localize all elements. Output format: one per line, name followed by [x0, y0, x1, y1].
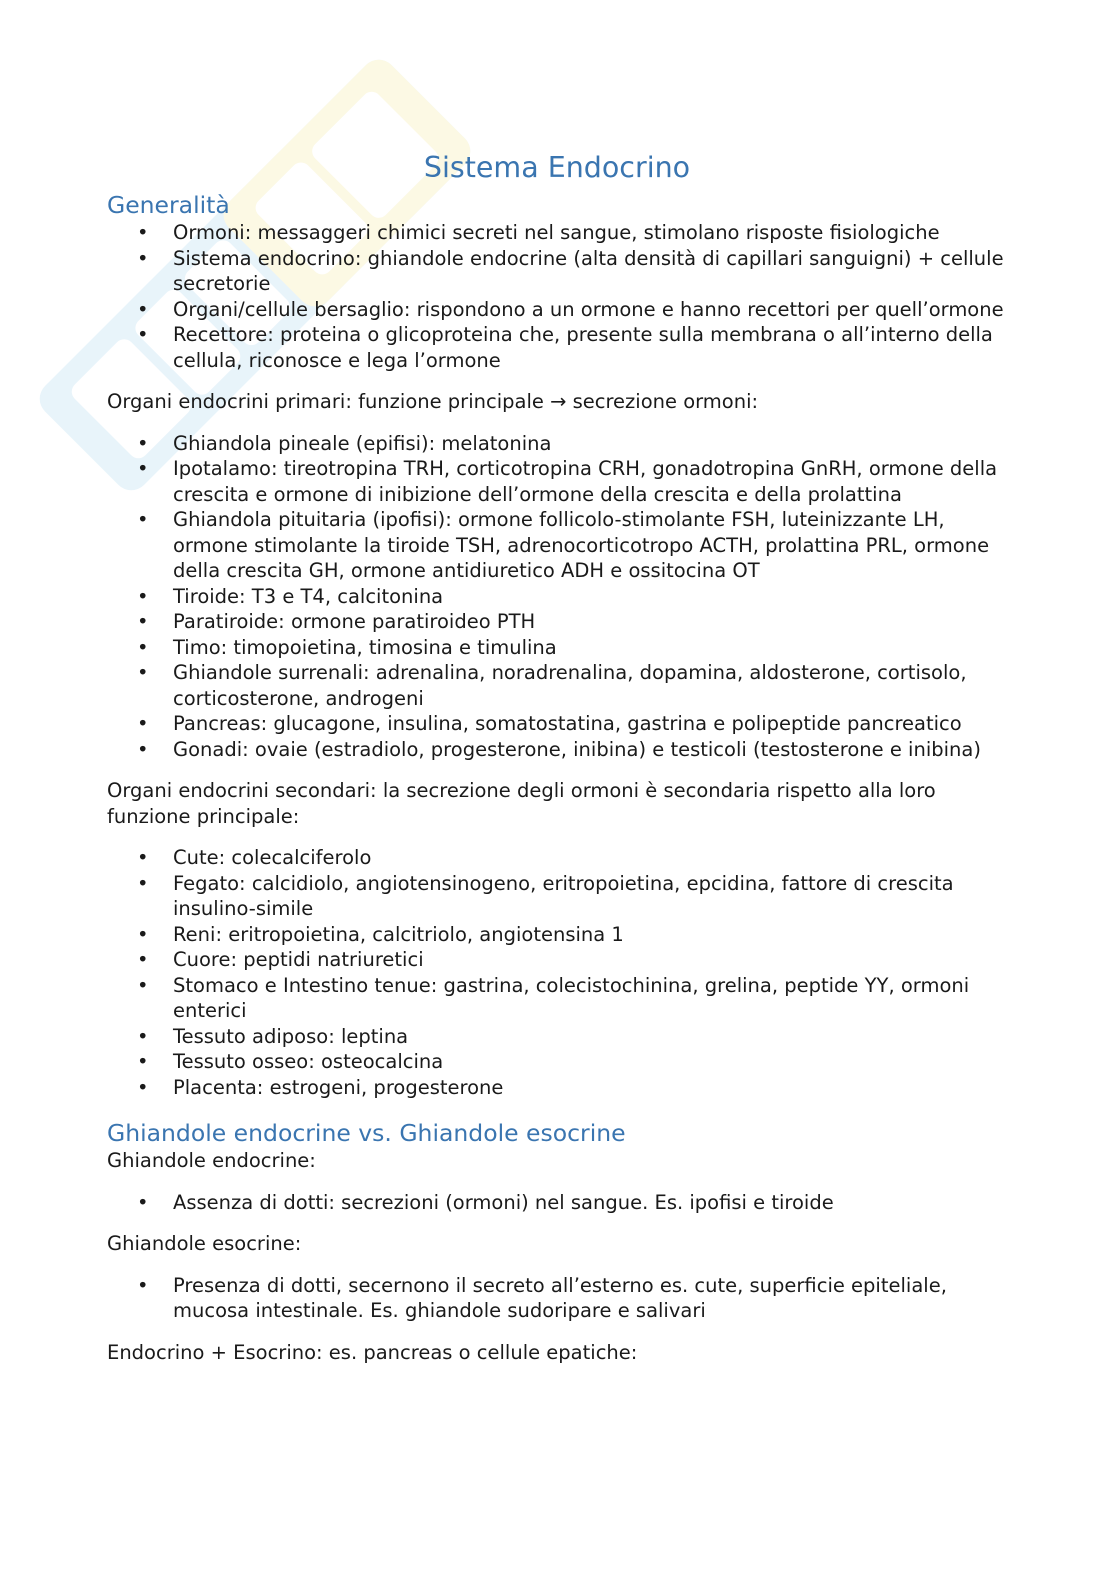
page-title: Sistema Endocrino — [423, 151, 691, 184]
list-item: • Cute: colecalciferolo — [137, 846, 372, 869]
bullet-icon: • — [137, 635, 149, 659]
list-item: • Recettore: proteina o glicoproteina che, presente sulla membrana o all’interno della cellula, riconosce e lega l’ormone — [137, 323, 993, 372]
heading-generalita: Generalità — [107, 191, 230, 219]
list-item: • Tessuto osseo: osteocalcina — [137, 1050, 444, 1073]
bullet-icon: • — [137, 1075, 149, 1099]
bullet-icon: • — [137, 1050, 149, 1073]
bullet-icon: • — [137, 973, 149, 997]
list-item: • Ghiandole surrenali: adrenalina, noradrenalina, dopamina, aldosterone, cortisolo, corticosterone, androgeni — [137, 661, 967, 710]
list-item: • Ghiandola pituitaria (ipofisi): ormone follicolo-stimolante FSH, luteinizzante LH, ormone stimolante la tiroide TSH, adrenocorticotropo ACTH, prolattina PRL, ormone della crescita GH, ormone antidiuretico ADH e ossitocina OT — [137, 508, 990, 582]
bullet-icon: • — [137, 323, 149, 346]
list-item: • Stomaco e Intestino tenue: gastrina, colecistochinina, grelina, peptide YY, ormoni enterici — [137, 973, 970, 1022]
bullet-icon: • — [137, 871, 149, 895]
bullet-icon: • — [137, 221, 149, 244]
list-item: • Ormoni: messaggeri chimici secreti nel sangue, stimolano risposte fisiologiche — [137, 221, 940, 244]
bullet-icon: • — [137, 1190, 149, 1214]
list-item: • Gonadi: ovaie (estradiolo, progesterone, inibina) e testicoli (testosterone e inibina) — [137, 737, 981, 761]
bullet-icon: • — [137, 610, 149, 633]
bullet-icon: • — [137, 1024, 149, 1048]
list-item: • Pancreas: glucagone, insulina, somatostatina, gastrina e polipeptide pancreatico — [137, 712, 962, 735]
list-primari — [107, 431, 1007, 763]
document-page — [107, 150, 1007, 1365]
list-item: • Reni: eritropoietina, calcitriolo, angiotensina 1 — [137, 922, 624, 946]
list-item: • Fegato: calcidiolo, angiotensinogeno, eritropoietina, epcidina, fattore di crescita insulino-simile — [137, 871, 954, 920]
bullet-icon: • — [137, 508, 149, 531]
esocrine-label: Ghiandole esocrine: — [107, 1232, 302, 1255]
bullet-icon: • — [137, 948, 149, 971]
list-item: • Assenza di dotti: secrezioni (ormoni) nel sangue. Es. ipofisi e tiroide — [137, 1190, 834, 1214]
list-item: • Ghiandola pineale (epifisi): melatonina — [137, 431, 552, 455]
secondari-intro: Organi endocrini secondari: la secrezione degli ormoni è secondaria rispetto alla loro funzione principale: — [107, 779, 936, 828]
endocrine-label: Ghiandole endocrine: — [107, 1149, 316, 1172]
bullet-icon: • — [137, 431, 149, 455]
list-item: • Organi/cellule bersaglio: rispondono a un ormone e hanno recettori per quell’ormone — [137, 297, 1004, 321]
mixed-note: Endocrino + Esocrino: es. pancreas o cellule epatiche: — [107, 1340, 638, 1364]
list-item: • Tiroide: T3 e T4, calcitonina — [137, 584, 444, 608]
list-item: • Cuore: peptidi natriuretici — [137, 948, 424, 971]
bullet-icon: • — [137, 922, 149, 946]
bullet-icon: • — [137, 246, 149, 270]
list-item: • Placenta: estrogeni, progesterone — [137, 1075, 504, 1099]
bullet-icon: • — [137, 712, 149, 735]
list-esocrine — [107, 1273, 1007, 1324]
list-item: • Sistema endocrino: ghiandole endocrine (alta densità di capillari sanguigni) + cellule secretorie — [137, 246, 1004, 295]
bullet-icon: • — [137, 457, 149, 480]
bullet-icon: • — [137, 297, 149, 321]
primari-intro: Organi endocrini primari: funzione principale → secrezione ormoni: — [107, 390, 759, 413]
bullet-icon: • — [137, 584, 149, 608]
bullet-icon: • — [137, 846, 149, 869]
list-secondari — [107, 845, 1007, 1100]
heading-confronto: Ghiandole endocrine vs. Ghiandole esocrine — [107, 1119, 626, 1147]
list-item: • Ipotalamo: tireotropina TRH, corticotropina CRH, gonadotropina GnRH, ormone della crescita e ormone di inibizione dell’ormone della crescita e della prolattina — [137, 457, 998, 506]
list-item: • Paratiroide: ormone paratiroideo PTH — [137, 610, 536, 633]
bullet-icon: • — [137, 1273, 149, 1297]
list-item: • Presenza di dotti, secernono il secreto all’esterno es. cute, superficie epiteliale, mucosa intestinale. Es. ghiandole sudoripare e salivari — [137, 1273, 947, 1322]
list-generalita — [107, 220, 1007, 373]
bullet-icon: • — [137, 737, 149, 761]
list-item: • Timo: timopoietina, timosina e timulina — [137, 635, 557, 659]
list-endocrine — [107, 1190, 1007, 1216]
list-item: • Tessuto adiposo: leptina — [137, 1024, 409, 1048]
bullet-icon: • — [137, 661, 149, 684]
